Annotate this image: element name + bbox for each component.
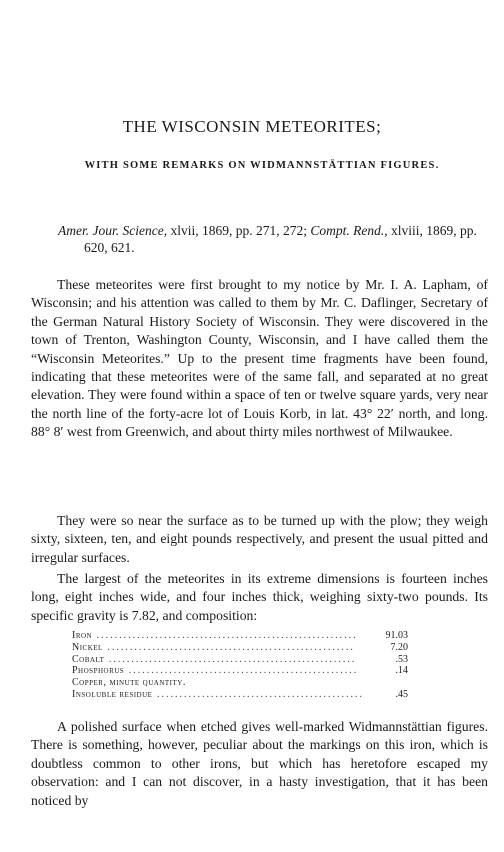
composition-name: Phosphorus ................................................... — [72, 665, 359, 677]
citation-text-2: , xlviii, 1869, pp. 620, 621. — [84, 223, 477, 255]
composition-row — [72, 654, 408, 666]
citation-journal-1: Amer. Jour. Science — [58, 223, 164, 238]
composition-name: Copper, minute quantity. — [72, 677, 186, 689]
composition-row — [72, 677, 408, 689]
citation-journal-2: Compt. Rend. — [310, 223, 385, 238]
composition-value — [368, 677, 408, 689]
composition-name: Cobalt ....................................................... — [72, 653, 357, 665]
paragraph-dimensions: The largest of the meteorites in its extreme dimensions is fourteen inches long, eight inches wide, and four inches thick, weighing sixty-two pounds. Its specific gravity is 7.82, and composition: — [31, 571, 488, 623]
paragraph-widmannstattian: A polished surface when etched gives well-marked Widmannstättian figures. There is something, however, peculiar about the markings on this iron, which is doubtless common to other irons, but which has heretofore escaped my observation: and I can not discover, in a hasty investigation, that it has been noticed by — [31, 719, 488, 808]
citation-text-1: , xlvii, 1869, pp. 271, 272; — [163, 223, 311, 238]
article-subtitle: WITH SOME REMARKS ON WIDMANNSTÄTTIAN FIGURES. — [84, 160, 440, 171]
paragraph-weights: They were so near the surface as to be turned up with the plow; they weigh sixty, sixteen, ten, and eight pounds respectively, and present the usual pitted and irregular surfaces. — [31, 513, 488, 565]
composition-value: .14 — [395, 665, 408, 677]
composition-table — [72, 630, 408, 701]
composition-value: 91.03 — [385, 630, 408, 641]
composition-row — [72, 665, 408, 677]
paragraph-discovery: These meteorites were first brought to my notice by Mr. I. A. Lapham, of Wisconsin; and his attention was called to them by Mr. C. Daflinger, Secretary of the German Natural History Society of Wisconsin. They were discovered in the town of Trenton, Washington County, Wisconsin, and I have called them the “Wisconsin Meteorites.” Up to the present time fragments have been found, indicating that these meteorites were of the same fall, and separated at no great elevation. They were found within a space of ten or twelve square yards, very near the north line of the forty-acre lot of Louis Korb, in lat. 43° 22′ north, and long. 88° 8′ west from Greenwich, and about thirty miles northwest of Milwaukee. — [31, 277, 488, 440]
composition-row — [72, 689, 408, 701]
article-title: THE WISCONSIN METEORITES; — [122, 117, 382, 136]
composition-name: Nickel ....................................................... — [72, 641, 355, 653]
composition-value: .45 — [395, 688, 408, 700]
composition-row — [72, 642, 408, 654]
composition-name: Insoluble residue .............................................. — [72, 688, 364, 700]
citation — [58, 222, 488, 256]
composition-name: Iron .......................................................... — [72, 630, 358, 641]
composition-value: .53 — [395, 653, 408, 665]
composition-value: 7.20 — [390, 641, 408, 653]
composition-row — [72, 630, 408, 642]
